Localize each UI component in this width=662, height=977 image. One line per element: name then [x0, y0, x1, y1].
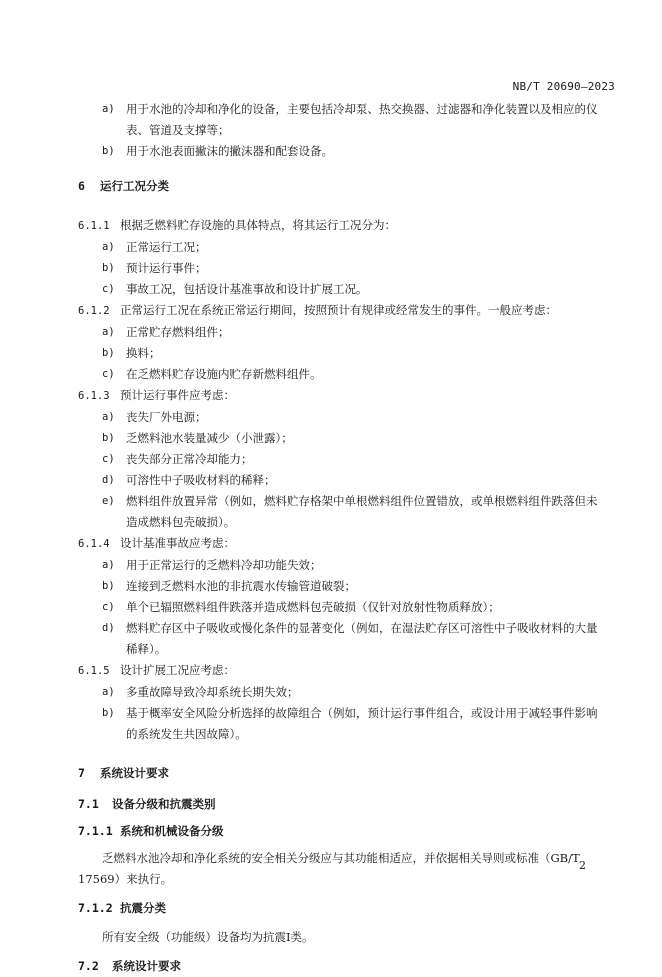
list-label: a)	[102, 559, 115, 571]
list-text: 基于概率安全风险分析选择的故障组合（例如，预计运行事件组合，或设计用于减轻事件影响	[126, 706, 598, 720]
list-label: c)	[102, 368, 115, 380]
paragraph-line: 乏燃料水池冷却和净化系统的安全相关分级应与其功能相适应，并依据相关导则或标准（GB/T	[102, 851, 580, 865]
list-text: 连接到乏燃料水池的非抗震水传输管道破裂；	[126, 579, 356, 593]
list-label: a)	[102, 241, 115, 253]
list-text: 正常贮存燃料组件；	[126, 325, 230, 339]
clause-6-1-1	[78, 215, 612, 237]
list-item	[78, 555, 612, 576]
list-label: b)	[102, 262, 115, 274]
clause-text: 正常运行工况在系统正常运行期间，按照预计有规律或经常发生的事件。一般应考虑：	[120, 303, 557, 317]
list-item	[78, 703, 612, 745]
clause-text: 设计基准事故应考虑：	[120, 536, 235, 550]
list-item	[78, 682, 612, 703]
section-number: 7.1.2	[78, 901, 113, 915]
list-label: b)	[102, 432, 115, 444]
list-label: b)	[102, 145, 115, 157]
list-text: 预计运行事件；	[126, 261, 207, 275]
subsection-7-1-2-heading	[78, 898, 612, 919]
list-item	[78, 343, 612, 364]
list-item	[78, 322, 612, 343]
list-text: 用于正常运行的乏燃料冷却功能失效；	[126, 558, 322, 572]
paragraph-line: 所有安全级（功能级）设备均为抗震I类。	[102, 930, 314, 944]
list-item	[78, 576, 612, 597]
list-label: b)	[102, 347, 115, 359]
list-label: b)	[102, 707, 115, 719]
clause-number: 6.1.3	[78, 390, 110, 402]
list-item	[78, 237, 612, 258]
standard-number: NB/T 20690—2023	[512, 80, 615, 93]
section-title: 系统和机械设备分级	[120, 824, 224, 838]
list-label: a)	[102, 326, 115, 338]
clause-number: 6.1.4	[78, 538, 110, 550]
list-item	[78, 141, 612, 162]
clause-text: 根据乏燃料贮存设施的具体特点，将其运行工况分为：	[120, 218, 396, 232]
section-title: 系统设计要求	[100, 766, 169, 780]
list-item	[78, 99, 612, 141]
section-title: 运行工况分类	[100, 179, 169, 193]
list-item	[78, 618, 612, 660]
subsection-7-1-heading	[78, 794, 612, 815]
subsection-7-2-heading	[78, 956, 612, 977]
list-item	[78, 470, 612, 491]
list-text-cont: 稀释）。	[126, 642, 167, 656]
list-label: a)	[102, 103, 115, 115]
list-text-cont: 的系统发生共因故障）。	[126, 727, 247, 741]
clause-text: 设计扩展工况应考虑：	[120, 663, 235, 677]
list-label: b)	[102, 580, 115, 592]
page-content	[78, 99, 612, 977]
list-text: 燃料组件放置异常（例如，燃料贮存格架中单根燃料组件位置错放，或单根燃料组件跌落但未	[126, 494, 598, 508]
clause-text: 预计运行事件应考虑：	[120, 388, 235, 402]
list-text: 换料；	[126, 346, 161, 360]
list-text: 用于水池的冷却和净化的设备，主要包括冷却泵、热交换器、过滤器和净化装置以及相应的仪	[126, 102, 598, 116]
list-text: 正常运行工况；	[126, 240, 207, 254]
clause-6-1-5	[78, 660, 612, 682]
clause-number: 6.1.5	[78, 665, 110, 677]
list-item	[78, 258, 612, 279]
list-text: 丧失部分正常冷却能力；	[126, 452, 253, 466]
section-title: 设备分级和抗震类别	[112, 797, 216, 811]
list-text: 乏燃料池水装量减少（小泄露）；	[126, 431, 293, 445]
list-text: 单个已辐照燃料组件跌落并造成燃料包壳破损（仅针对放射性物质释放）；	[126, 600, 500, 614]
section-number: 7.1.1	[78, 824, 113, 838]
section-6-heading	[78, 176, 612, 197]
section-number: 7.2	[78, 959, 99, 973]
list-label: a)	[102, 411, 115, 423]
list-text: 丧失厂外电源；	[126, 410, 207, 424]
clause-number: 6.1.1	[78, 220, 110, 232]
list-label: c)	[102, 601, 115, 613]
clause-number: 6.1.2	[78, 305, 110, 317]
list-label: d)	[102, 474, 115, 486]
list-item	[78, 597, 612, 618]
list-text: 在乏燃料贮存设施内贮存新燃料组件。	[126, 367, 322, 381]
paragraph	[78, 927, 612, 948]
list-text: 可溶性中子吸收材料的稀释；	[126, 473, 276, 487]
list-label: c)	[102, 283, 115, 295]
list-label: a)	[102, 686, 115, 698]
paragraph	[78, 848, 612, 890]
list-item	[78, 407, 612, 428]
section-number: 7	[78, 766, 85, 780]
list-text: 多重故障导致冷却系统长期失效；	[126, 685, 299, 699]
list-item	[78, 491, 612, 533]
list-text-cont: 造成燃料包壳破损）。	[126, 515, 236, 529]
section-number: 7.1	[78, 797, 99, 811]
list-label: c)	[102, 453, 115, 465]
list-text: 燃料贮存区中子吸收或慢化条件的显著变化（例如，在湿法贮存区可溶性中子吸收材料的大量	[126, 621, 598, 635]
page-number: 2	[579, 859, 586, 872]
list-text: 事故工况，包括设计基准事故和设计扩展工况。	[126, 282, 368, 296]
list-item	[78, 279, 612, 300]
list-label: d)	[102, 622, 115, 634]
section-title: 抗震分类	[120, 901, 166, 915]
section-7-heading	[78, 763, 612, 784]
paragraph-line: 17569）来执行。	[78, 872, 173, 886]
list-text: 用于水池表面撇沫的撇沫器和配套设备。	[126, 144, 333, 158]
clause-6-1-3	[78, 385, 612, 407]
list-item	[78, 428, 612, 449]
section-title: 系统设计要求	[112, 959, 181, 973]
subsection-7-1-1-heading	[78, 821, 612, 842]
list-item	[78, 364, 612, 385]
clause-6-1-2	[78, 300, 612, 322]
clause-6-1-4	[78, 533, 612, 555]
list-label: e)	[102, 495, 115, 507]
list-item	[78, 449, 612, 470]
list-text-cont: 表、管道及支撑等；	[126, 123, 230, 137]
section-number: 6	[78, 179, 85, 193]
